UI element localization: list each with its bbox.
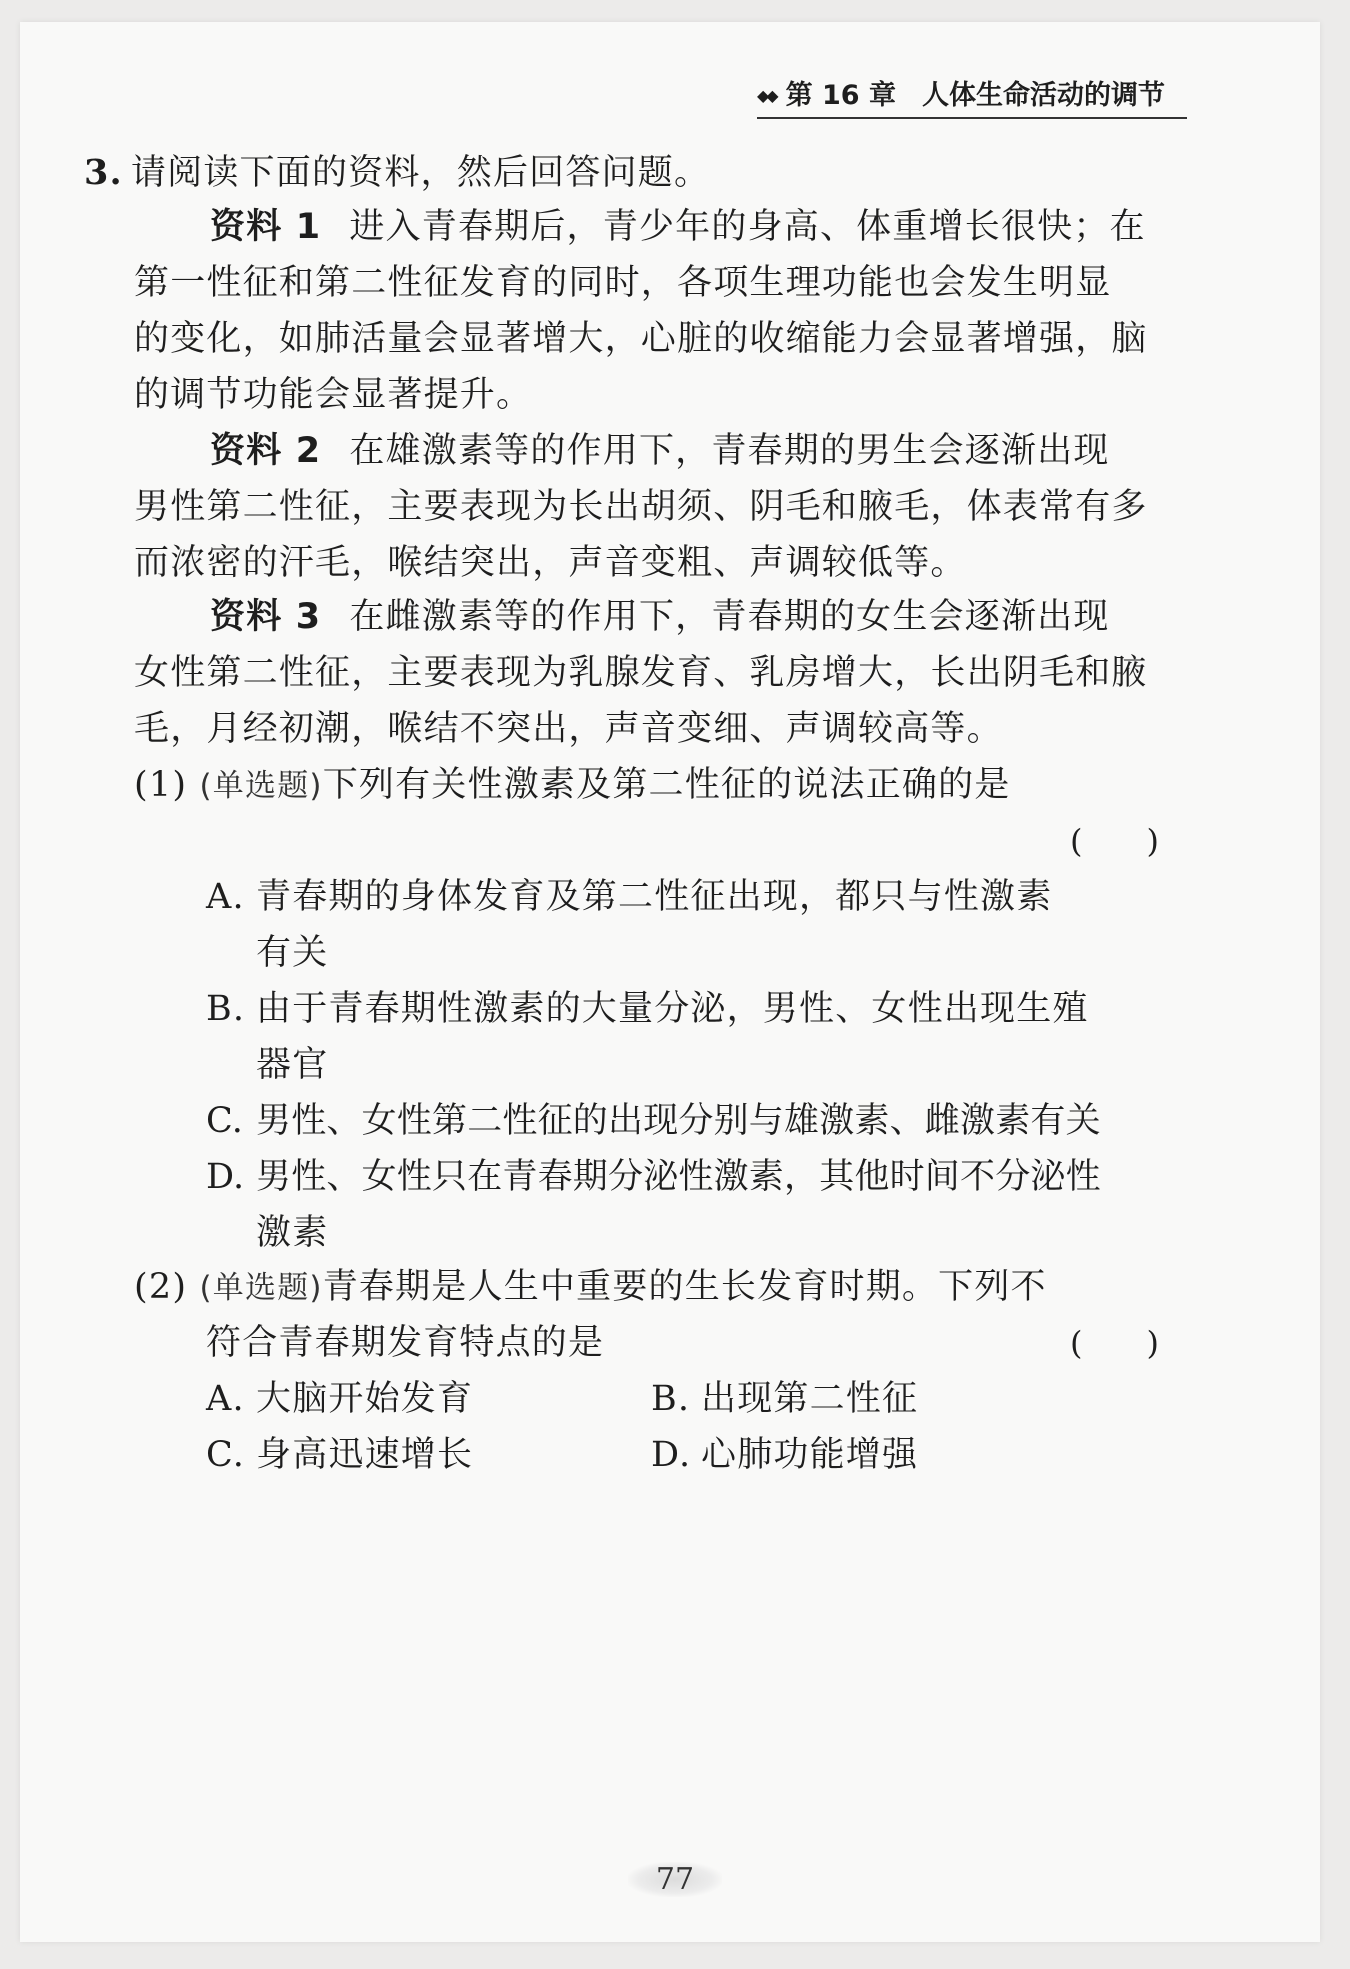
material-1-text: 进入青春期后，青少年的身高、体重增长很快；在	[349, 207, 1146, 247]
diamond-bullet-icon: ◆◆	[757, 86, 776, 105]
chapter-number: 第 16 章	[785, 80, 896, 111]
sub1-option-b[interactable]	[206, 986, 1191, 1032]
material-2-label: 资料 2	[210, 431, 322, 471]
option-letter: C.	[206, 1435, 246, 1475]
sub1-option-c[interactable]	[206, 1098, 1191, 1144]
option-text: 男性、女性只在青春期分泌性激素，其他时间不分泌性	[256, 1157, 1101, 1197]
sub2-option-d[interactable]	[651, 1432, 918, 1478]
book-page	[20, 22, 1320, 1942]
material-1-line-1	[210, 204, 1190, 250]
sub1-option-a-cont: 有关	[256, 933, 329, 973]
page-number-text: 77	[628, 1862, 722, 1897]
subquestion-2-stem-line-2: 符合青春期发育特点的是	[206, 1323, 605, 1363]
material-2-line-2: 男性第二性征，主要表现为长出胡须、阴毛和腋毛，体表常有多	[134, 487, 1148, 527]
option-letter: D.	[651, 1435, 692, 1475]
material-3-line-1	[210, 594, 1190, 640]
question-number: 3.	[84, 152, 123, 193]
material-1-label: 资料 1	[210, 207, 322, 247]
sub1-option-a[interactable]	[206, 874, 1191, 920]
sub2-option-b[interactable]	[651, 1376, 918, 1422]
material-1-line-3: 的变化，如肺活量会显著增大，心脏的收缩能力会显著增强，脑	[134, 319, 1148, 359]
subquestion-2-tag: (单选题)	[199, 1270, 323, 1306]
sub1-option-d[interactable]	[206, 1154, 1191, 1200]
option-text: 青春期的身体发育及第二性征出现，都只与性激素	[256, 877, 1053, 917]
subquestion-1-stem	[134, 762, 1189, 809]
option-text: 出现第二性征	[701, 1379, 919, 1419]
option-text: 身高迅速增长	[256, 1435, 474, 1475]
question-prompt-text: 请阅读下面的资料，然后回答问题。	[130, 153, 711, 193]
subquestion-1-answer-blank[interactable]: ( )	[1070, 822, 1159, 860]
material-2-line-1	[210, 428, 1190, 474]
option-text: 由于青春期性激素的大量分泌，男性、女性出现生殖	[256, 989, 1089, 1029]
subquestion-1-tag: (单选题)	[199, 768, 323, 804]
subquestion-2-number: (2)	[134, 1267, 188, 1307]
material-1-line-2: 第一性征和第二性征发育的同时，各项生理功能也会发生明显	[134, 263, 1112, 303]
material-2-line-3: 而浓密的汗毛，喉结突出，声音变粗、声调较低等。	[134, 543, 967, 583]
option-text: 心肺功能增强	[701, 1435, 919, 1475]
material-3-line-3: 毛，月经初潮，喉结不突出，声音变细、声调较高等。	[134, 709, 1003, 749]
sub1-option-b-cont: 器官	[256, 1045, 329, 1085]
sub1-option-d-cont: 激素	[256, 1213, 329, 1253]
sub2-option-a[interactable]	[206, 1379, 473, 1419]
option-text: 男性、女性第二性征的出现分别与雄激素、雌激素有关	[256, 1101, 1101, 1141]
option-letter: C.	[206, 1101, 244, 1141]
material-3-label: 资料 3	[210, 597, 322, 637]
option-letter: D.	[206, 1157, 245, 1197]
option-text: 大脑开始发育	[256, 1379, 474, 1419]
subquestion-2-stem	[134, 1264, 1189, 1311]
subquestion-1-number: (1)	[134, 765, 188, 805]
material-3-text: 在雌激素等的作用下，青春期的女生会逐渐出现	[349, 597, 1110, 637]
subquestion-2-stem-text: 青春期是人生中重要的生长发育时期。下列不	[322, 1267, 1047, 1307]
option-letter: A.	[206, 877, 245, 917]
sub2-option-row-1	[206, 1376, 1191, 1422]
material-1-line-4: 的调节功能会显著提升。	[134, 375, 533, 415]
option-letter: A.	[206, 1379, 245, 1419]
chapter-title: 人体生命活动的调节	[921, 80, 1165, 111]
page-number	[0, 1862, 1350, 1897]
subquestion-2-answer-blank[interactable]: ( )	[1070, 1324, 1159, 1362]
subquestion-1-stem-text: 下列有关性激素及第二性征的说法正确的是	[322, 765, 1011, 805]
option-letter: B.	[206, 989, 246, 1029]
sub2-option-row-2	[206, 1432, 1191, 1478]
material-3-line-2: 女性第二性征，主要表现为乳腺发育、乳房增大，长出阴毛和腋	[134, 653, 1148, 693]
question-prompt	[84, 150, 1139, 196]
option-letter: B.	[651, 1379, 691, 1419]
sub2-option-c[interactable]	[206, 1435, 473, 1475]
chapter-header	[757, 78, 1187, 119]
material-2-text: 在雄激素等的作用下，青春期的男生会逐渐出现	[349, 431, 1110, 471]
